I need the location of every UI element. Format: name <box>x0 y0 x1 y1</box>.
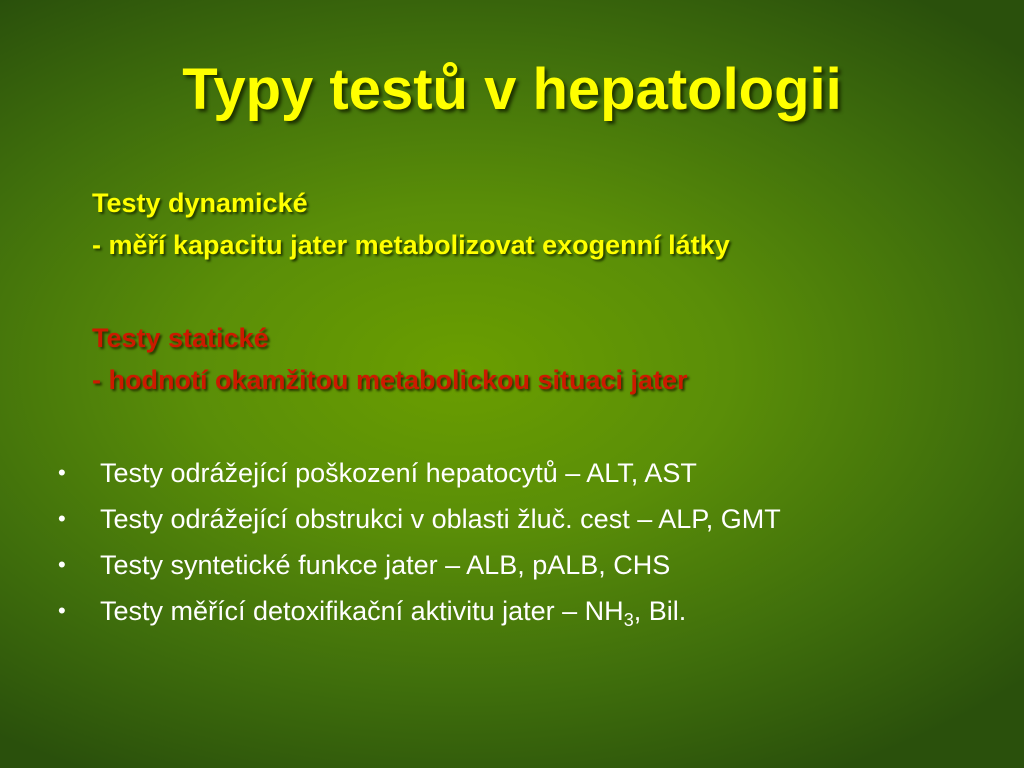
dynamic-tests-heading: Testy dynamické <box>92 188 308 218</box>
list-item-text: Testy odrážející obstrukci v oblasti žluč. cest – ALP, GMT <box>100 504 781 534</box>
dynamic-tests-description: - měří kapacitu jater metabolizovat exogenní látky <box>92 230 730 260</box>
list-item <box>58 450 781 496</box>
list-item <box>58 588 781 634</box>
list-item-text <box>100 596 687 630</box>
bullet-icon: • <box>58 598 66 623</box>
list-item-text: Testy odrážející poškození hepatocytů – ALT, AST <box>100 458 697 488</box>
list-item <box>58 496 781 542</box>
slide-title: Typy testů v hepatologii <box>182 57 842 122</box>
static-tests-heading: Testy statické <box>92 323 269 353</box>
list-item <box>58 542 781 588</box>
test-types-list <box>58 450 781 634</box>
dynamic-tests-section <box>92 182 730 266</box>
bullet-icon: • <box>58 460 66 485</box>
bullet-icon: • <box>58 552 66 577</box>
static-tests-section <box>92 317 688 401</box>
static-tests-description: - hodnotí okamžitou metabolickou situaci jater <box>92 365 688 395</box>
list-item-text-before-subscript: Testy měřící detoxifikační aktivitu jater – NH <box>100 596 624 626</box>
bullet-icon: • <box>58 506 66 531</box>
list-item-text-after-subscript: , Bil. <box>633 596 687 626</box>
list-item-text: Testy syntetické funkce jater – ALB, pALB, CHS <box>100 550 671 580</box>
subscript-number: 3 <box>623 610 634 630</box>
